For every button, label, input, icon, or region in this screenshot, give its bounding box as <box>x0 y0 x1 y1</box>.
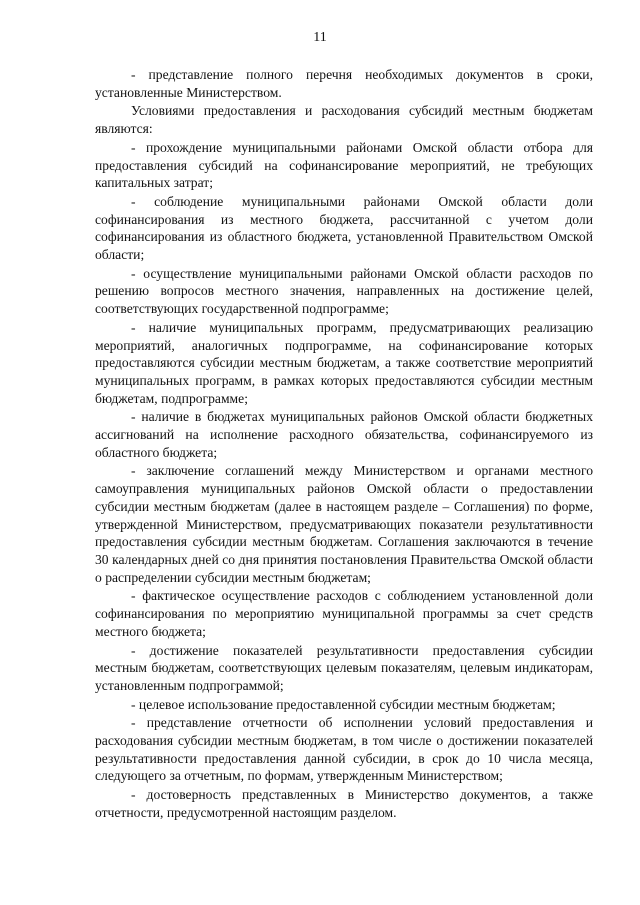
paragraph: - наличие муниципальных программ, предусматривающих реализацию мероприятий, аналогичных подпрограмме, на софинансирование которых предоставляются субсидии местным бюджетам, а также соответствие мероприятий муниципальных программ, в рамках которых предоставляются субсидии местным бюджетам, подпрограмме; <box>95 319 593 406</box>
paragraph: - целевое использование предоставленной субсидии местным бюджетам; <box>131 696 556 712</box>
document-body <box>95 66 593 822</box>
paragraph: - заключение соглашений между Министерством и органами местного самоуправления муниципальных районов Омской области о предоставлении субсидии местным бюджетам (далее в настоящем разделе – Соглашения) по форме, утвержденной Министерством, предусматривающих показатели результативности предоставления субсидии местным бюджетам. Соглашения заключаются в течение 30 календарных дней со дня принятия постановления Правительства Омской области о распределении субсидии местным бюджетам; <box>95 463 593 585</box>
paragraph: - достижение показателей результативности предоставления субсидии местным бюджетам, соответствующих целевым показателям, целевым индикаторам, установленным подпрограммой; <box>95 642 593 693</box>
paragraph: - представление полного перечня необходимых документов в сроки, установленные Министерством. <box>95 67 593 100</box>
paragraph: - фактическое осуществление расходов с соблюдением установленной доли софинансирования по мероприятию муниципальной программы за счет средств местного бюджета; <box>95 588 593 639</box>
page-number: 11 <box>313 30 327 45</box>
paragraph: - представление отчетности об исполнении условий предоставления и расходования субсидии местным бюджетам, в том числе о достижении показателей результативности предоставления данной субсидии, в срок до 10 числа месяца, следующего за отчетным, по формам, утвержденным Министерством; <box>95 715 593 784</box>
paragraph: - прохождение муниципальными районами Омской области отбора для предоставления субсидий на софинансирование мероприятий, не требующих капитальных затрат; <box>95 139 593 191</box>
paragraph: - соблюдение муниципальными районами Омской области доли софинансирования из местного бюджета, рассчитанной с учетом доли софинансирования из областного бюджета, установленной Правительством Омской области; <box>95 193 593 263</box>
paragraph: - наличие в бюджетах муниципальных районов Омской области бюджетных ассигнований на исполнение расходного обязательства, софинансируемого из областного бюджета; <box>95 409 593 460</box>
paragraph: - достоверность представленных в Министерство документов, а также отчетности, предусмотренной настоящим разделом. <box>95 787 593 820</box>
paragraph: Условиями предоставления и расходования субсидий местным бюджетам являются: <box>95 103 593 137</box>
paragraph: - осуществление муниципальными районами Омской области расходов по решению вопросов местного значения, направленных на достижение целей, соответствующих государственной подпрограмме; <box>95 265 593 317</box>
